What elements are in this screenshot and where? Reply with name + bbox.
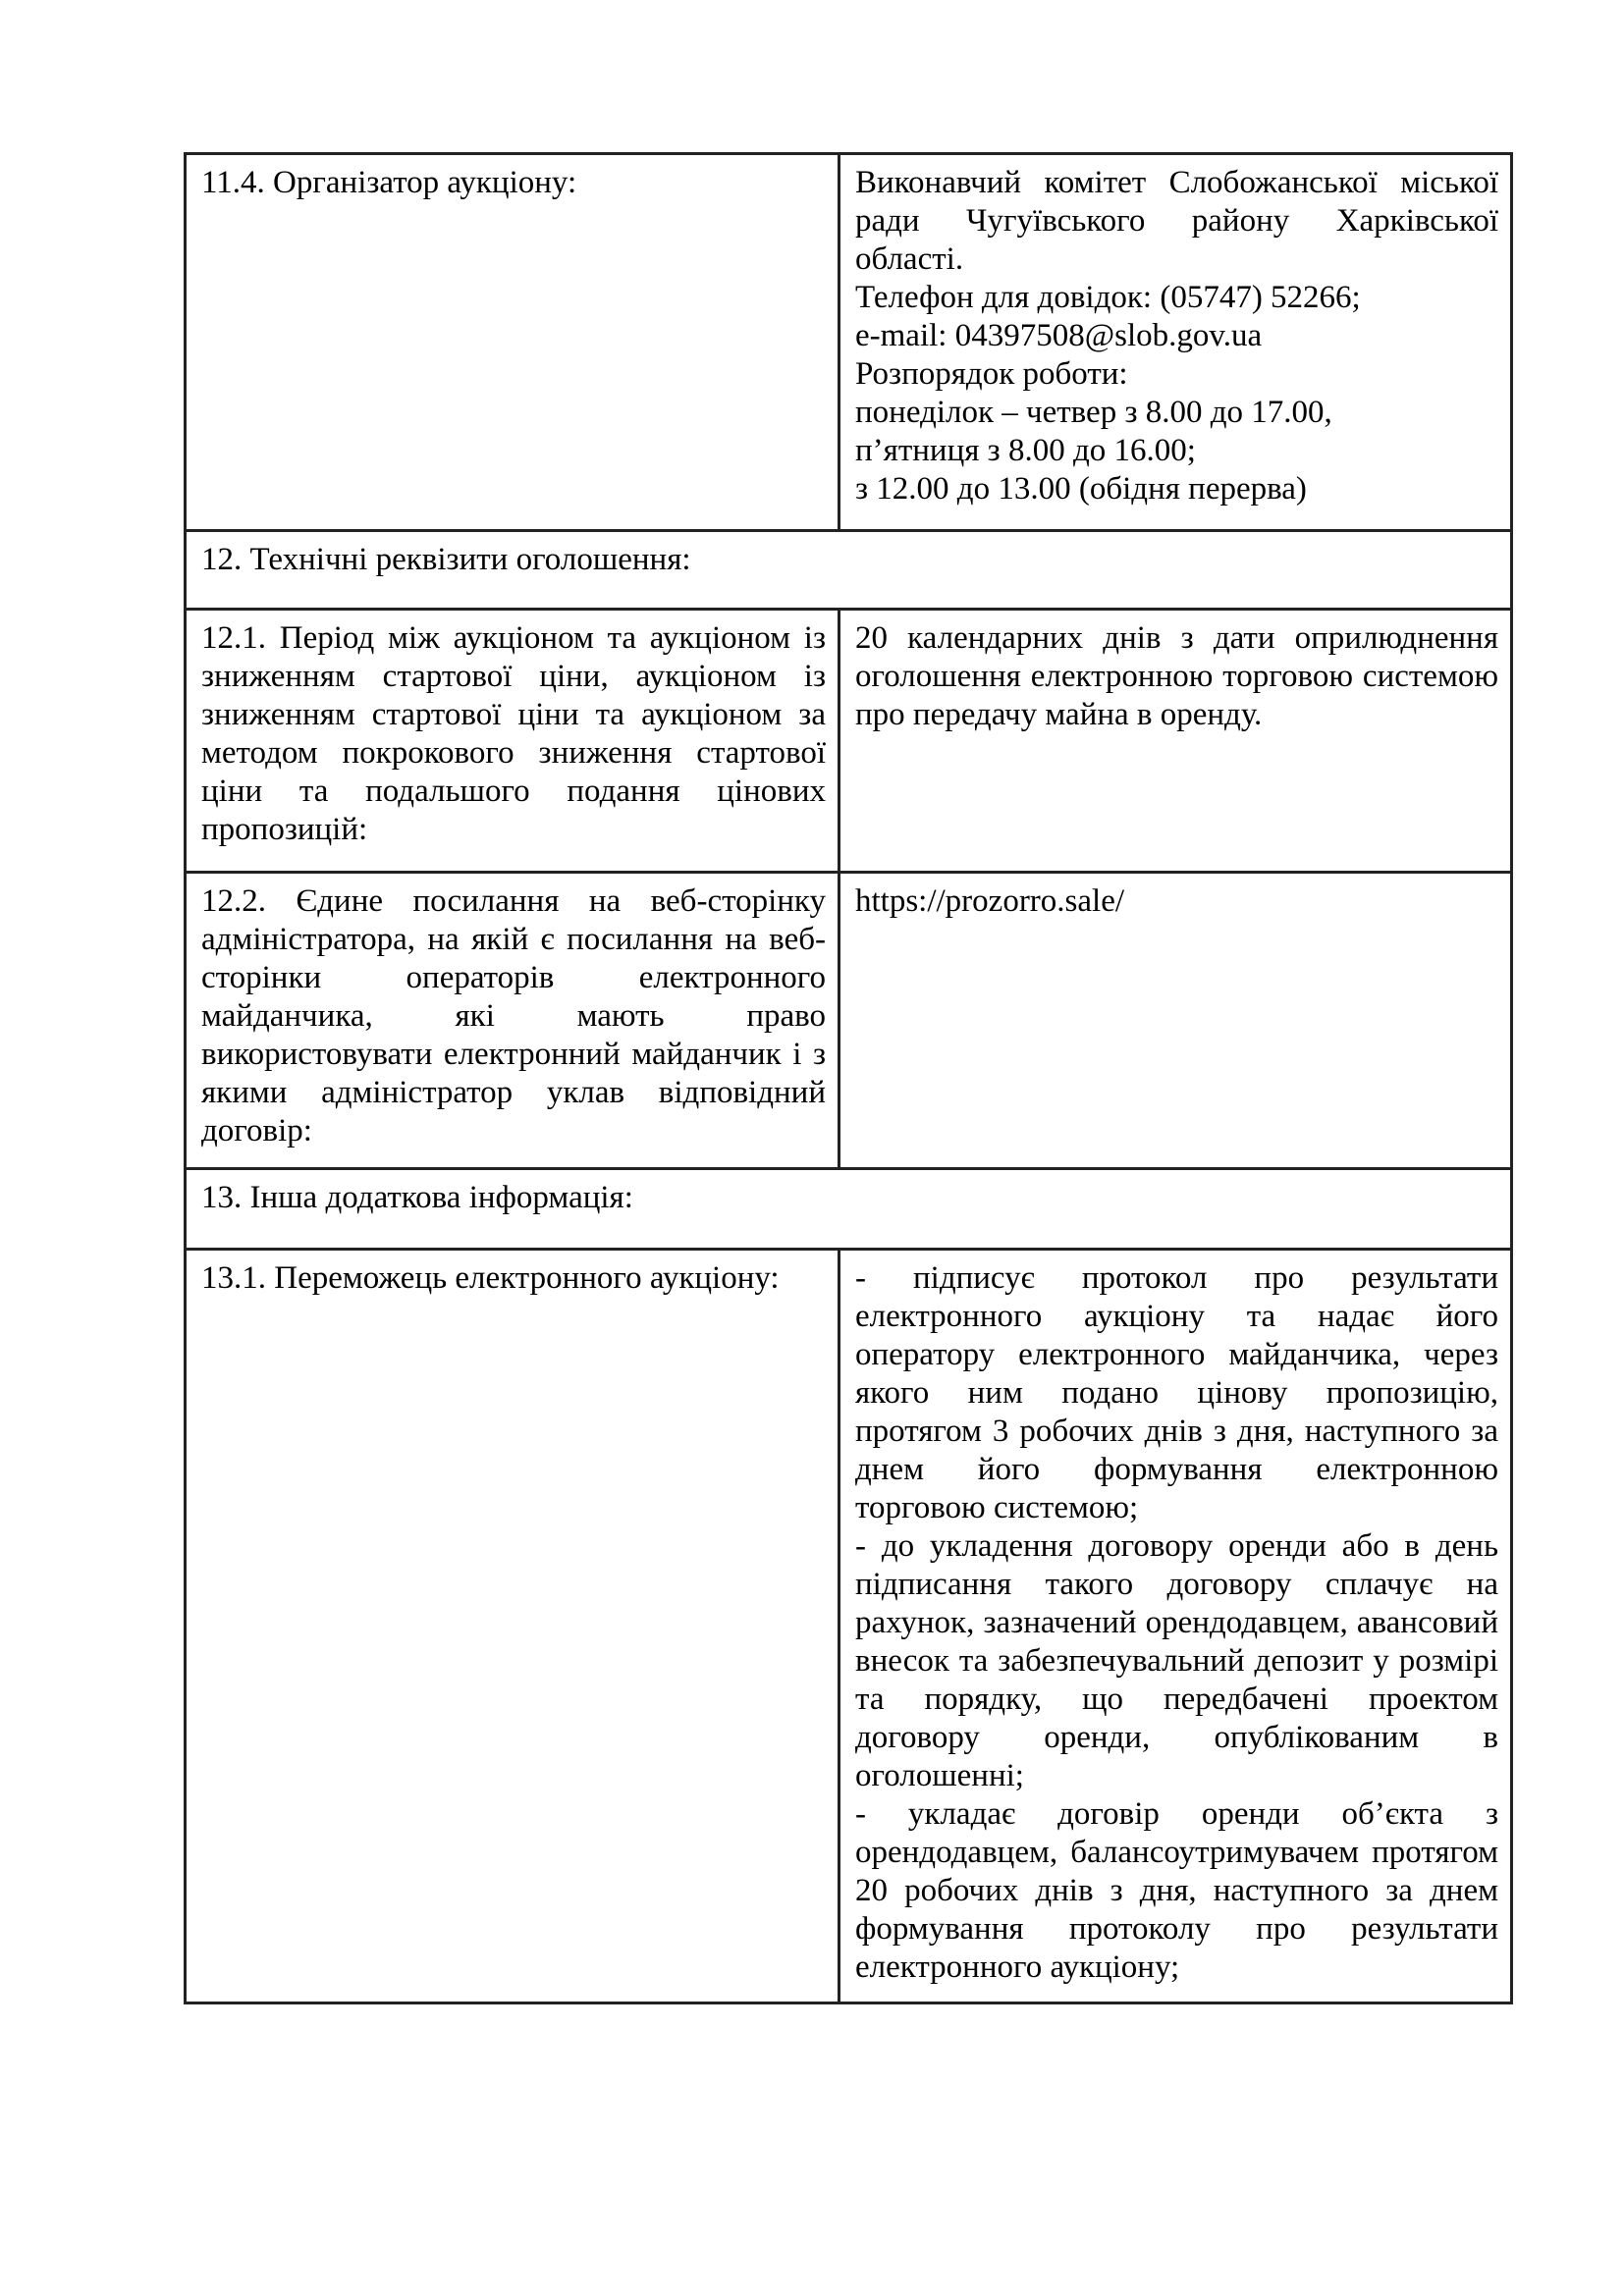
cell-winner-label (186, 1250, 839, 2003)
organizer-name: Виконавчий комітет Слобожанської міської ради Чугуївського району Харківської області. (855, 165, 1498, 277)
cell-auction-period-label (186, 610, 839, 873)
work-schedule-friday: п’ятниця з 8.00 до 16.00; (855, 433, 1196, 468)
cell-admin-link-value (839, 873, 1512, 1169)
table-row-organizer (186, 154, 1512, 531)
work-schedule-weekdays: понеділок – четвер з 8.00 до 17.00, (855, 395, 1332, 430)
auction-period-text: 20 календарних днів з дати оприлюднення оголошення електронною торговою системою про передачу майна в оренду. (855, 620, 1498, 732)
organizer-email: e-mail: 04397508@slob.gov.ua (855, 318, 1263, 353)
cell-admin-link-label (186, 873, 839, 1169)
admin-link-url: https://prozorro.sale/ (855, 883, 1125, 919)
organizer-phone: Телефон для довідок: (05747) 52266; (855, 280, 1361, 315)
announcement-table (184, 152, 1513, 2004)
row-label: 13.1. Переможець електронного аукціону: (201, 1260, 780, 1296)
cell-section-12-title (186, 531, 1512, 610)
winner-obligation-payment: - до укладення договору оренди або в день підписання такого договору сплачує на рахунок, зазначений орендодавцем, авансовий внесок та забезпечувальний депозит у розмірі та порядку, що передбачені проектом договору оренди, опублікованим в оголошенні; (855, 1528, 1498, 1793)
cell-auction-period-value (839, 610, 1512, 873)
cell-organizer-value (839, 154, 1512, 531)
table-row-auction-period (186, 610, 1512, 873)
work-schedule-lunch: з 12.00 до 13.00 (обідня перерва) (855, 471, 1307, 507)
row-label: 12.1. Період між аукціоном та аукціоном із зниженням стартової ціни, аукціоном із зниженням стартової ціни та аукціоном за методом покрокового зниження стартової ціни та подальшого подання цінових пропозицій: (201, 620, 826, 847)
section-title: 13. Інша додаткова інформація: (201, 1180, 633, 1215)
table-row-section-12 (186, 531, 1512, 610)
table-row-admin-link (186, 873, 1512, 1169)
section-title: 12. Технічні реквізити оголошення: (201, 542, 691, 577)
cell-organizer-label (186, 154, 839, 531)
winner-obligation-contract: - укладає договір оренди об’єкта з орендодавцем, балансоутримувачем протягом 20 робочих днів з дня, наступного за днем формування протоколу про результати електронного аукціону; (855, 1796, 1498, 1985)
cell-section-13-title (186, 1169, 1512, 1250)
work-schedule-heading: Розпорядок роботи: (855, 356, 1128, 392)
row-label: 11.4. Організатор аукціону: (201, 165, 577, 200)
row-label: 12.2. Єдине посилання на веб-сторінку адміністратора, на якій є посилання на веб-сторінки операторів електронного майданчика, які мають право використовувати електронний майданчик і з якими адміністратор уклав відповідний договір: (201, 883, 826, 1148)
table-row-winner-obligations (186, 1250, 1512, 2003)
cell-winner-value (839, 1250, 1512, 2003)
table-row-section-13 (186, 1169, 1512, 1250)
winner-obligation-sign-protocol: - підписує протокол про результати електронного аукціону та надає його оператору електронного майданчика, через якого ним подано цінову пропозицію, протягом 3 робочих днів з дня, наступного за днем його формування електронною торговою системою; (855, 1260, 1498, 1525)
